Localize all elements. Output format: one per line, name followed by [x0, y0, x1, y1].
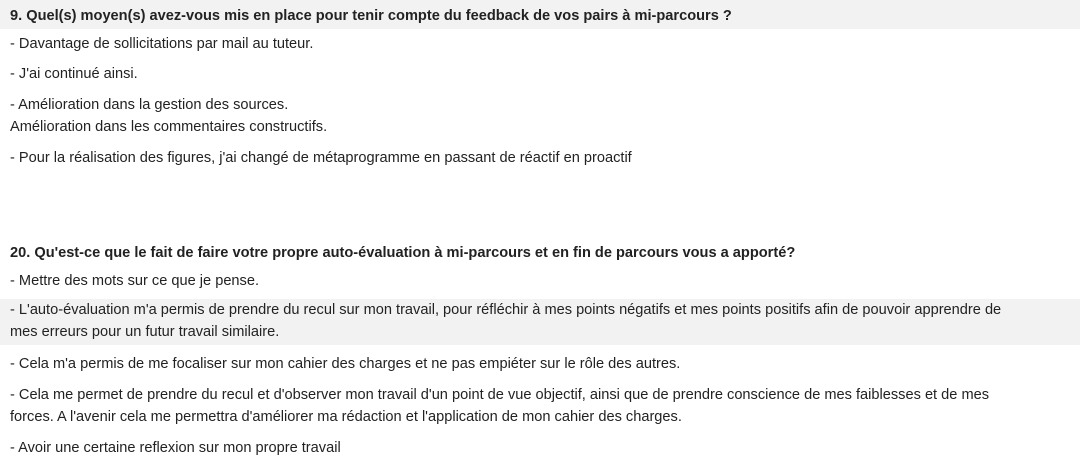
question-title: 20. Qu'est-ce que le fait de faire votre propre auto-évaluation à mi-parcours et en fin de parcours vous a apporté?	[10, 245, 796, 261]
question-9-section	[0, 0, 1080, 29]
answer-item	[0, 94, 1080, 138]
answer-text: - Avoir une certaine reflexion sur mon propre travail	[10, 440, 341, 456]
answer-item	[0, 63, 1080, 85]
answer-text: - Cela m'a permis de me focaliser sur mon cahier des charges et ne pas empiéter sur le rôle des autres.	[10, 356, 681, 372]
answer-item	[0, 353, 1080, 375]
answer-item	[0, 147, 1080, 169]
answer-text: mes erreurs pour un futur travail similaire.	[10, 324, 280, 340]
answer-text: - Pour la réalisation des figures, j'ai changé de métaprogramme en passant de réactif en proactif	[10, 150, 632, 166]
answer-item	[0, 384, 1080, 428]
answer-item	[0, 299, 1080, 345]
answer-text: - Cela me permet de prendre du recul et d'observer mon travail d'un point de vue objectif, ainsi que de prendre conscience de mes faiblesses et de mes	[10, 387, 990, 403]
answer-item	[0, 270, 1080, 292]
question-title: 9. Quel(s) moyen(s) avez-vous mis en place pour tenir compte du feedback de vos pairs à mi-parcours ?	[0, 0, 1080, 29]
answer-item	[0, 437, 1080, 459]
answer-text: forces. A l'avenir cela me permettra d'améliorer ma rédaction et l'application de mon cahier des charges.	[10, 409, 682, 425]
question-20-section	[0, 237, 1080, 266]
answer-text: - Amélioration dans la gestion des sources.	[10, 97, 289, 113]
answer-item	[0, 33, 1080, 55]
answer-text: - Mettre des mots sur ce que je pense.	[10, 273, 260, 289]
answer-text: - J'ai continué ainsi.	[10, 66, 138, 82]
answer-text: - L'auto-évaluation m'a permis de prendre du recul sur mon travail, pour réfléchir à mes points négatifs et mes points positifs afin de pouvoir apprendre de	[10, 302, 1002, 318]
answer-text: Amélioration dans les commentaires constructifs.	[10, 119, 328, 135]
answer-text: - Davantage de sollicitations par mail au tuteur.	[10, 36, 314, 52]
